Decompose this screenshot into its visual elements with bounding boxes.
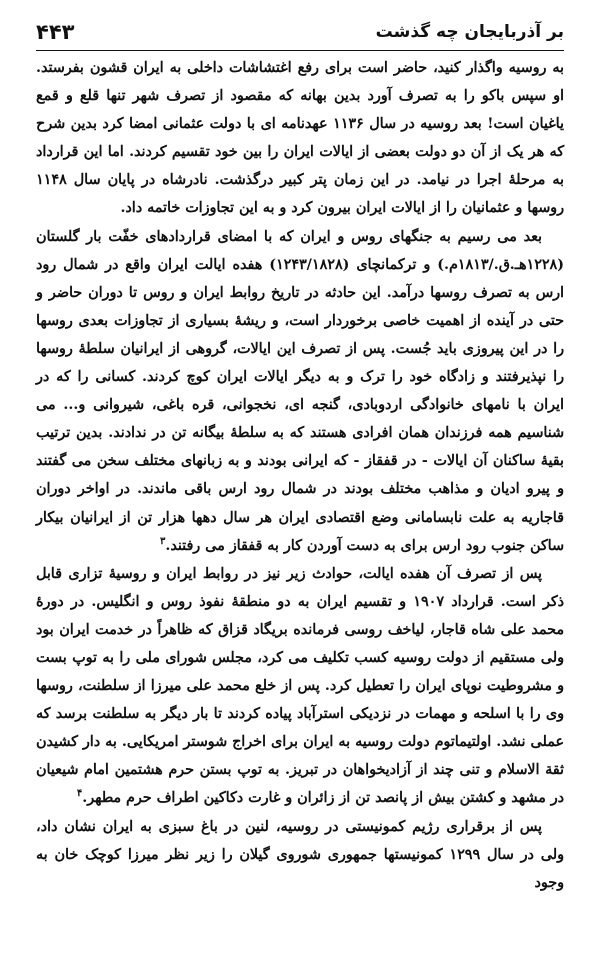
page-header — [36, 14, 564, 51]
footnote-marker: ۴ — [76, 788, 83, 800]
running-title: بر آذربایجان چه گذشت — [375, 22, 564, 42]
paragraph-2 — [36, 223, 564, 560]
paragraph-text: بعد می رسیم به جنگهای روس و ایران که با امضای قراردادهای خفّت بار گلستان (۱۲۲۸هـ.ق./۱۸۱۳م.) و ترکمانچای (۱۲۴۳/۱۸۲۸) هفده ایالت ایران واقع در شمال رود ارس به تصرف روسها درآمد. این حادثه در تاریخ روابط ایران و روس تا دوران حاضر و حتی در آینده از اهمیت خاصی برخوردار است، و ریشهٔ بسیاری از تجاوزات بعدی روسها را در این پیروزی باید جُست. پس از تصرف این ایالات، گروهی از ایرانیان سلطهٔ روسها را نپذیرفتند و زادگاه خود را ترک و به دیگر ایالات ایران کوچ کردند. کسانی را که در ایران با نامهای خانوادگی اردوبادی، گنجه ای، نخجوانی، قره باغی، شیروانی و... می شناسیم همه فرزندان همان افرادی هستند که به سلطهٔ بیگانه تن در ندادند. بدین ترتیب بقیهٔ ساکنان آن ایالات - در قفقاز - که ایرانی بودند و به زبانهای مختلف سخن می گفتند و پیرو ادیان و مذاهب مختلف بودند در شمال رود ارس باقی ماندند. در اواخر دوران قاجاریه به علت نابسامانی وضع اقتصادی ایران هر سال دهها هزار تن از ایرانیان بیکار ساکن جنوب رود ارس برای به دست آوردن کار به قفقاز می رفتند. — [36, 228, 564, 554]
paragraph-1 — [36, 54, 564, 223]
paragraph-text: پس از تصرف آن هفده ایالت، حوادث زیر نیز در روابط ایران و روسیهٔ تزاری قابل ذکر است. قرارداد ۱۹۰۷ و تقسیم ایران به دو منطقهٔ نفوذ روس و انگلیس. در دورهٔ محمد علی شاه قاجار، لیاخف روسی فرمانده بریگاد قزاق که ظاهراً در خدمت ایران بود ولی مستقیم از دولت روسیه کسب تکلیف می کرد، مجلس شورای ملی را به توپ بست و مشروطیت نوپای ایران را تعطیل کرد. پس از خلع محمد علی میرزا از سلطنت، روسها وی را با اسلحه و مهمات در نزدیکی استرآباد پیاده کردند تا بار دیگر به سلطنت برسد که عملی نشد. اولتیماتوم دولت روسیه به ایران برای اخراج شوستر امریکایی. به دار کشیدن ثقة الاسلام و تنی چند از آزادیخواهان در تبریز. به توپ بستن حرم هشتمین امام شیعیان در مشهد و کشتن بیش از پانصد تن از زائران و غارت دکاکین اطراف حرم مطهر. — [36, 565, 564, 807]
body-text — [36, 54, 564, 897]
paragraph-3 — [36, 560, 564, 813]
page-number: ۴۴۳ — [36, 20, 75, 44]
paragraph-4 — [36, 813, 564, 897]
paragraph-text: پس از برقراری رژیم کمونیستی در روسیه، لنین در باغ سبزی به ایران نشان داد، ولی در سال ۱۲۹۹ کمونیستها جمهوری شوروی گیلان را زیر نظر میرزا کوچک خان به وجود — [36, 818, 564, 891]
paragraph-text: به روسیه واگذار کنید، حاضر است برای رفع اغتشاشات داخلی به ایران قشون بفرستد. او سپس باکو را به تصرف آورد بدین بهانه که مقصود از تصرف شهر تنها قلع و قمع یاغیان است! بعد روسیه در سال ۱۱۳۶ عهدنامه ای با دولت عثمانی امضا کرد بدین شرح که هر یک از آن دو دولت بعضی از ایالات ایران را بین خود تقسیم کردند. اما این قرارداد به مرحلهٔ اجرا در نیامد. در این زمان پتر کبیر درگذشت. نادرشاه در پایان سال ۱۱۴۸ روسها و عثمانیان را از ایالات ایران بیرون کرد و به این تجاوزات خاتمه داد. — [36, 60, 564, 217]
footnote-marker: ۳ — [159, 535, 166, 547]
